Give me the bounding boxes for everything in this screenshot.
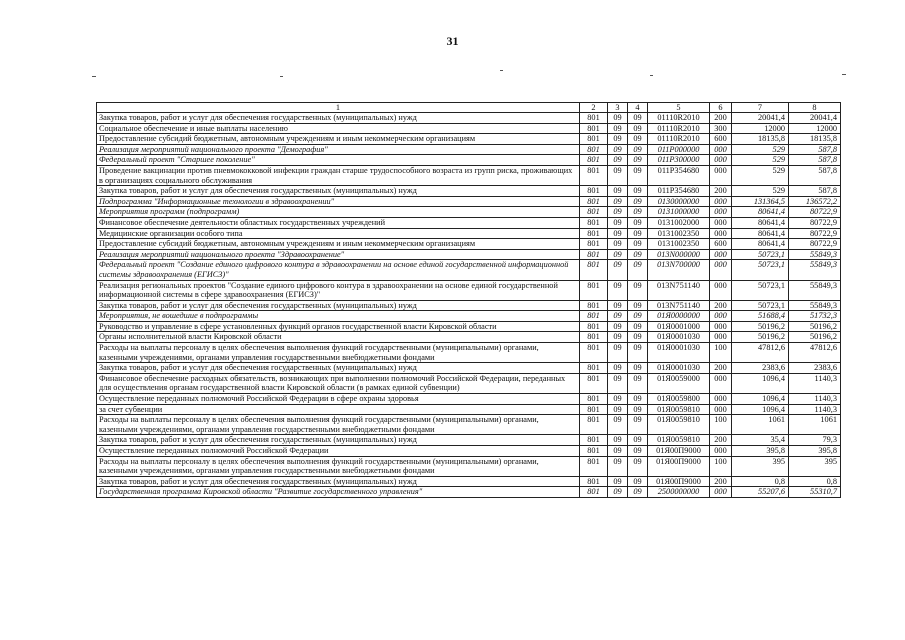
expense-type-cell: 000	[710, 446, 732, 457]
row-name-cell: Расходы на выплаты персоналу в целях обеспечения выполнения функций государственными (муниципальными) органами, казенными учреждениями, органами управления государственными внебюджетными фондами	[97, 343, 580, 363]
table-row	[97, 487, 841, 498]
section-cell: 09	[608, 249, 628, 260]
target-article-cell: 011P354680	[648, 186, 710, 197]
header-cell: 3	[608, 103, 628, 113]
row-name-cell: Реализация мероприятий национального проекта "Демография"	[97, 144, 580, 155]
target-article-cell: 013N000000	[648, 249, 710, 260]
expense-type-cell: 100	[710, 415, 732, 435]
row-name-cell: Финансовое обеспечение расходных обязательств, возникающих при выполнении полномочий Российской Федерации, переданных для осуществления органам государственной власти Кировской области (в рамках единой субвенции)	[97, 373, 580, 393]
expense-type-cell: 000	[710, 332, 732, 343]
subsection-cell: 09	[628, 280, 648, 300]
budget-table	[96, 102, 841, 498]
target-article-cell: 01Я0059810	[648, 435, 710, 446]
amount-year1-cell: 1096,4	[732, 394, 789, 405]
subsection-cell: 09	[628, 487, 648, 498]
row-name-cell: Государственная программа Кировской области "Развитие государственного управления"	[97, 487, 580, 498]
amount-year2-cell: 587,8	[789, 155, 841, 166]
expense-type-cell: 000	[710, 311, 732, 322]
subsection-cell: 09	[628, 363, 648, 374]
table-row	[97, 321, 841, 332]
subsection-cell: 09	[628, 123, 648, 134]
table-row	[97, 113, 841, 124]
target-article-cell: 01Я0059000	[648, 373, 710, 393]
amount-year1-cell: 529	[732, 165, 789, 185]
target-article-cell: 01Я00П9000	[648, 446, 710, 457]
target-article-cell: 01Я0000000	[648, 311, 710, 322]
expense-type-cell: 000	[710, 207, 732, 218]
ministry-code-cell: 801	[580, 343, 608, 363]
subsection-cell: 09	[628, 144, 648, 155]
row-name-cell: Закупка товаров, работ и услуг для обеспечения государственных (муниципальных) нужд	[97, 363, 580, 374]
subsection-cell: 09	[628, 332, 648, 343]
section-cell: 09	[608, 186, 628, 197]
expense-type-cell: 000	[710, 321, 732, 332]
section-cell: 09	[608, 113, 628, 124]
table-row	[97, 217, 841, 228]
ministry-code-cell: 801	[580, 446, 608, 457]
amount-year2-cell: 55849,3	[789, 260, 841, 280]
amount-year1-cell: 2383,6	[732, 363, 789, 374]
target-article-cell: 013N700000	[648, 260, 710, 280]
amount-year2-cell: 50196,2	[789, 321, 841, 332]
amount-year2-cell: 1140,3	[789, 373, 841, 393]
table-row	[97, 280, 841, 300]
row-name-cell: Закупка товаров, работ и услуг для обеспечения государственных (муниципальных) нужд	[97, 186, 580, 197]
ministry-code-cell: 801	[580, 311, 608, 322]
expense-type-cell: 200	[710, 113, 732, 124]
amount-year1-cell: 50723,1	[732, 280, 789, 300]
expense-type-cell: 000	[710, 280, 732, 300]
expense-type-cell: 000	[710, 373, 732, 393]
subsection-cell: 09	[628, 343, 648, 363]
subsection-cell: 09	[628, 228, 648, 239]
row-name-cell: Руководство и управление в сфере установленных функций органов государственной власти Кировской области	[97, 321, 580, 332]
expense-type-cell: 300	[710, 123, 732, 134]
scan-speck	[92, 76, 96, 77]
table-row	[97, 249, 841, 260]
row-name-cell: Расходы на выплаты персоналу в целях обеспечения выполнения функций государственными (муниципальными) органами, казенными учреждениями, органами управления государственными внебюджетными фондами	[97, 415, 580, 435]
row-name-cell: Органы исполнительной власти Кировской области	[97, 332, 580, 343]
ministry-code-cell: 801	[580, 456, 608, 476]
amount-year2-cell: 1061	[789, 415, 841, 435]
table-row	[97, 144, 841, 155]
ministry-code-cell: 801	[580, 394, 608, 405]
amount-year1-cell: 529	[732, 155, 789, 166]
amount-year2-cell: 395	[789, 456, 841, 476]
table-row	[97, 435, 841, 446]
row-name-cell: Реализация региональных проектов "Создание единого цифрового контура в здравоохранении на основе единой государственной информационной системы в сфере здравоохранения (ЕГИСЗ)"	[97, 280, 580, 300]
subsection-cell: 09	[628, 186, 648, 197]
ministry-code-cell: 801	[580, 123, 608, 134]
ministry-code-cell: 801	[580, 476, 608, 487]
amount-year1-cell: 1061	[732, 415, 789, 435]
subsection-cell: 09	[628, 415, 648, 435]
amount-year1-cell: 20041,4	[732, 113, 789, 124]
scan-speck	[280, 76, 283, 77]
section-cell: 09	[608, 404, 628, 415]
row-name-cell: Подпрограмма "Информационные технологии в здравоохранении"	[97, 196, 580, 207]
section-cell: 09	[608, 300, 628, 311]
ministry-code-cell: 801	[580, 260, 608, 280]
expense-type-cell: 200	[710, 435, 732, 446]
amount-year1-cell: 50723,1	[732, 260, 789, 280]
section-cell: 09	[608, 415, 628, 435]
subsection-cell: 09	[628, 134, 648, 145]
expense-type-cell: 600	[710, 134, 732, 145]
section-cell: 09	[608, 394, 628, 405]
expense-type-cell: 000	[710, 165, 732, 185]
expense-type-cell: 100	[710, 456, 732, 476]
amount-year1-cell: 47812,6	[732, 343, 789, 363]
amount-year1-cell: 51688,4	[732, 311, 789, 322]
amount-year1-cell: 35,4	[732, 435, 789, 446]
header-cell: 5	[648, 103, 710, 113]
section-cell: 09	[608, 476, 628, 487]
table-header-row	[97, 103, 841, 113]
subsection-cell: 09	[628, 476, 648, 487]
amount-year1-cell: 12000	[732, 123, 789, 134]
amount-year1-cell: 529	[732, 144, 789, 155]
section-cell: 09	[608, 207, 628, 218]
table-row	[97, 155, 841, 166]
subsection-cell: 09	[628, 217, 648, 228]
target-article-cell: 2500000000	[648, 487, 710, 498]
expense-type-cell: 200	[710, 476, 732, 487]
page-number: 31	[446, 34, 459, 48]
subsection-cell: 09	[628, 311, 648, 322]
amount-year1-cell: 50196,2	[732, 332, 789, 343]
subsection-cell: 09	[628, 155, 648, 166]
amount-year2-cell: 55849,3	[789, 249, 841, 260]
table-row	[97, 239, 841, 250]
ministry-code-cell: 801	[580, 321, 608, 332]
row-name-cell: Закупка товаров, работ и услуг для обеспечения государственных (муниципальных) нужд	[97, 435, 580, 446]
expense-type-cell: 000	[710, 404, 732, 415]
subsection-cell: 09	[628, 113, 648, 124]
expense-type-cell: 000	[710, 394, 732, 405]
target-article-cell: 011P300000	[648, 155, 710, 166]
table-row	[97, 165, 841, 185]
header-cell: 8	[789, 103, 841, 113]
ministry-code-cell: 801	[580, 415, 608, 435]
table-row	[97, 196, 841, 207]
amount-year2-cell: 136572,2	[789, 196, 841, 207]
table-row	[97, 311, 841, 322]
expense-type-cell: 000	[710, 228, 732, 239]
ministry-code-cell: 801	[580, 249, 608, 260]
subsection-cell: 09	[628, 404, 648, 415]
target-article-cell: 01Я0059800	[648, 394, 710, 405]
target-article-cell: 0131002350	[648, 228, 710, 239]
row-name-cell: Социальное обеспечение и иные выплаты населению	[97, 123, 580, 134]
target-article-cell: 0131000000	[648, 207, 710, 218]
ministry-code-cell: 801	[580, 155, 608, 166]
row-name-cell: Закупка товаров, работ и услуг для обеспечения государственных (муниципальных) нужд	[97, 300, 580, 311]
subsection-cell: 09	[628, 207, 648, 218]
table-row	[97, 186, 841, 197]
amount-year1-cell: 131364,5	[732, 196, 789, 207]
row-name-cell: Мероприятия программ (подпрограмм)	[97, 207, 580, 218]
ministry-code-cell: 801	[580, 144, 608, 155]
header-cell: 7	[732, 103, 789, 113]
expense-type-cell: 000	[710, 217, 732, 228]
ministry-code-cell: 801	[580, 373, 608, 393]
table-body	[97, 103, 841, 498]
ministry-code-cell: 801	[580, 113, 608, 124]
amount-year1-cell: 80641,4	[732, 207, 789, 218]
target-article-cell: 013N751140	[648, 280, 710, 300]
subsection-cell: 09	[628, 260, 648, 280]
target-article-cell: 011P000000	[648, 144, 710, 155]
ministry-code-cell: 801	[580, 165, 608, 185]
section-cell: 09	[608, 217, 628, 228]
row-name-cell: Реализация мероприятий национального проекта "Здравоохранение"	[97, 249, 580, 260]
target-article-cell: 01110R2010	[648, 123, 710, 134]
ministry-code-cell: 801	[580, 186, 608, 197]
ministry-code-cell: 801	[580, 207, 608, 218]
amount-year2-cell: 80722,9	[789, 239, 841, 250]
scan-speck	[650, 75, 653, 76]
row-name-cell: Проведение вакцинации против пневмококковой инфекции граждан старше трудоспособного возраста из групп риска, проживающих в организациях социального обслуживания	[97, 165, 580, 185]
section-cell: 09	[608, 123, 628, 134]
section-cell: 09	[608, 260, 628, 280]
scan-speck	[842, 74, 846, 75]
subsection-cell: 09	[628, 435, 648, 446]
table-row	[97, 207, 841, 218]
target-article-cell: 0131002350	[648, 239, 710, 250]
section-cell: 09	[608, 196, 628, 207]
expense-type-cell: 600	[710, 239, 732, 250]
amount-year2-cell: 2383,6	[789, 363, 841, 374]
header-cell: 4	[628, 103, 648, 113]
amount-year1-cell: 0,8	[732, 476, 789, 487]
section-cell: 09	[608, 332, 628, 343]
amount-year1-cell: 50723,1	[732, 249, 789, 260]
header-cell: 6	[710, 103, 732, 113]
section-cell: 09	[608, 446, 628, 457]
row-name-cell: Федеральный проект "Создание единого цифрового контура в здравоохранении на основе единой государственной информационной системы здравоохранения (ЕГИСЗ)"	[97, 260, 580, 280]
ministry-code-cell: 801	[580, 404, 608, 415]
expense-type-cell: 000	[710, 196, 732, 207]
amount-year2-cell: 80722,9	[789, 207, 841, 218]
amount-year1-cell: 395	[732, 456, 789, 476]
row-name-cell: Предоставление субсидий бюджетным, автономным учреждениям и иным некоммерческим организациям	[97, 239, 580, 250]
ministry-code-cell: 801	[580, 196, 608, 207]
amount-year2-cell: 587,8	[789, 144, 841, 155]
amount-year2-cell: 80722,9	[789, 228, 841, 239]
amount-year2-cell: 395,8	[789, 446, 841, 457]
amount-year2-cell: 20041,4	[789, 113, 841, 124]
header-cell: 1	[97, 103, 580, 113]
target-article-cell: 01Я0001000	[648, 321, 710, 332]
subsection-cell: 09	[628, 239, 648, 250]
amount-year2-cell: 55849,3	[789, 300, 841, 311]
expense-type-cell: 000	[710, 249, 732, 260]
section-cell: 09	[608, 487, 628, 498]
subsection-cell: 09	[628, 456, 648, 476]
target-article-cell: 01Я0001030	[648, 343, 710, 363]
subsection-cell: 09	[628, 373, 648, 393]
budget-table-sheet	[96, 102, 840, 498]
expense-type-cell: 200	[710, 186, 732, 197]
amount-year2-cell: 18135,8	[789, 134, 841, 145]
amount-year2-cell: 51732,3	[789, 311, 841, 322]
expense-type-cell: 200	[710, 300, 732, 311]
section-cell: 09	[608, 435, 628, 446]
amount-year2-cell: 50196,2	[789, 332, 841, 343]
section-cell: 09	[608, 280, 628, 300]
row-name-cell: Осуществление переданных полномочий Российской Федерации в сфере охраны здоровья	[97, 394, 580, 405]
ministry-code-cell: 801	[580, 435, 608, 446]
amount-year2-cell: 587,8	[789, 165, 841, 185]
section-cell: 09	[608, 144, 628, 155]
amount-year1-cell: 80641,4	[732, 239, 789, 250]
row-name-cell: Осуществление переданных полномочий Российской Федерации	[97, 446, 580, 457]
table-row	[97, 476, 841, 487]
row-name-cell: Федеральный проект "Старшее поколение"	[97, 155, 580, 166]
ministry-code-cell: 801	[580, 134, 608, 145]
ministry-code-cell: 801	[580, 217, 608, 228]
row-name-cell: Расходы на выплаты персоналу в целях обеспечения выполнения функций государственными (муниципальными) органами, казенными учреждениями, органами управления государственными внебюджетными фондами	[97, 456, 580, 476]
table-row	[97, 332, 841, 343]
section-cell: 09	[608, 134, 628, 145]
amount-year2-cell: 80722,9	[789, 217, 841, 228]
ministry-code-cell: 801	[580, 363, 608, 374]
ministry-code-cell: 801	[580, 280, 608, 300]
target-article-cell: 013N751140	[648, 300, 710, 311]
section-cell: 09	[608, 155, 628, 166]
subsection-cell: 09	[628, 394, 648, 405]
section-cell: 09	[608, 228, 628, 239]
amount-year1-cell: 529	[732, 186, 789, 197]
amount-year2-cell: 0,8	[789, 476, 841, 487]
amount-year1-cell: 1096,4	[732, 404, 789, 415]
amount-year2-cell: 55849,3	[789, 280, 841, 300]
row-name-cell: Мероприятия, не вошедшие в подпрограммы	[97, 311, 580, 322]
expense-type-cell: 000	[710, 260, 732, 280]
subsection-cell: 09	[628, 249, 648, 260]
expense-type-cell: 100	[710, 343, 732, 363]
amount-year1-cell: 55207,6	[732, 487, 789, 498]
expense-type-cell: 000	[710, 155, 732, 166]
expense-type-cell: 200	[710, 363, 732, 374]
section-cell: 09	[608, 311, 628, 322]
section-cell: 09	[608, 239, 628, 250]
header-cell: 2	[580, 103, 608, 113]
amount-year2-cell: 1140,3	[789, 404, 841, 415]
subsection-cell: 09	[628, 321, 648, 332]
section-cell: 09	[608, 373, 628, 393]
target-article-cell: 01110R2010	[648, 134, 710, 145]
row-name-cell: за счет субвенции	[97, 404, 580, 415]
target-article-cell: 01Я0059810	[648, 404, 710, 415]
table-row	[97, 134, 841, 145]
target-article-cell: 01Я0001030	[648, 363, 710, 374]
table-row	[97, 456, 841, 476]
target-article-cell: 0130000000	[648, 196, 710, 207]
amount-year1-cell: 50723,1	[732, 300, 789, 311]
amount-year2-cell: 79,3	[789, 435, 841, 446]
table-row	[97, 446, 841, 457]
row-name-cell: Предоставление субсидий бюджетным, автономным учреждениям и иным некоммерческим организациям	[97, 134, 580, 145]
ministry-code-cell: 801	[580, 300, 608, 311]
table-row	[97, 363, 841, 374]
row-name-cell: Медицинские организации особого типа	[97, 228, 580, 239]
amount-year1-cell: 80641,4	[732, 228, 789, 239]
table-row	[97, 373, 841, 393]
expense-type-cell: 000	[710, 487, 732, 498]
target-article-cell: 01Я00П9000	[648, 456, 710, 476]
section-cell: 09	[608, 456, 628, 476]
amount-year2-cell: 55310,7	[789, 487, 841, 498]
scan-speck	[500, 70, 503, 71]
amount-year1-cell: 18135,8	[732, 134, 789, 145]
table-row	[97, 415, 841, 435]
section-cell: 09	[608, 321, 628, 332]
amount-year1-cell: 50196,2	[732, 321, 789, 332]
amount-year2-cell: 587,8	[789, 186, 841, 197]
section-cell: 09	[608, 165, 628, 185]
amount-year2-cell: 1140,3	[789, 394, 841, 405]
row-name-cell: Закупка товаров, работ и услуг для обеспечения государственных (муниципальных) нужд	[97, 476, 580, 487]
amount-year1-cell: 395,8	[732, 446, 789, 457]
target-article-cell: 01110R2010	[648, 113, 710, 124]
row-name-cell: Финансовое обеспечение деятельности областных государственных учреждений	[97, 217, 580, 228]
amount-year1-cell: 80641,4	[732, 217, 789, 228]
target-article-cell: 0131002000	[648, 217, 710, 228]
table-row	[97, 260, 841, 280]
amount-year1-cell: 1096,4	[732, 373, 789, 393]
ministry-code-cell: 801	[580, 239, 608, 250]
ministry-code-cell: 801	[580, 228, 608, 239]
target-article-cell: 01Я0059810	[648, 415, 710, 435]
ministry-code-cell: 801	[580, 487, 608, 498]
subsection-cell: 09	[628, 196, 648, 207]
target-article-cell: 011P354680	[648, 165, 710, 185]
table-row	[97, 300, 841, 311]
table-row	[97, 404, 841, 415]
section-cell: 09	[608, 363, 628, 374]
subsection-cell: 09	[628, 446, 648, 457]
section-cell: 09	[608, 343, 628, 363]
table-row	[97, 343, 841, 363]
table-row	[97, 228, 841, 239]
ministry-code-cell: 801	[580, 332, 608, 343]
subsection-cell: 09	[628, 300, 648, 311]
target-article-cell: 01Я0001030	[648, 332, 710, 343]
subsection-cell: 09	[628, 165, 648, 185]
table-row	[97, 123, 841, 134]
row-name-cell: Закупка товаров, работ и услуг для обеспечения государственных (муниципальных) нужд	[97, 113, 580, 124]
expense-type-cell: 000	[710, 144, 732, 155]
table-row	[97, 394, 841, 405]
target-article-cell: 01Я00П9000	[648, 476, 710, 487]
amount-year2-cell: 12000	[789, 123, 841, 134]
amount-year2-cell: 47812,6	[789, 343, 841, 363]
